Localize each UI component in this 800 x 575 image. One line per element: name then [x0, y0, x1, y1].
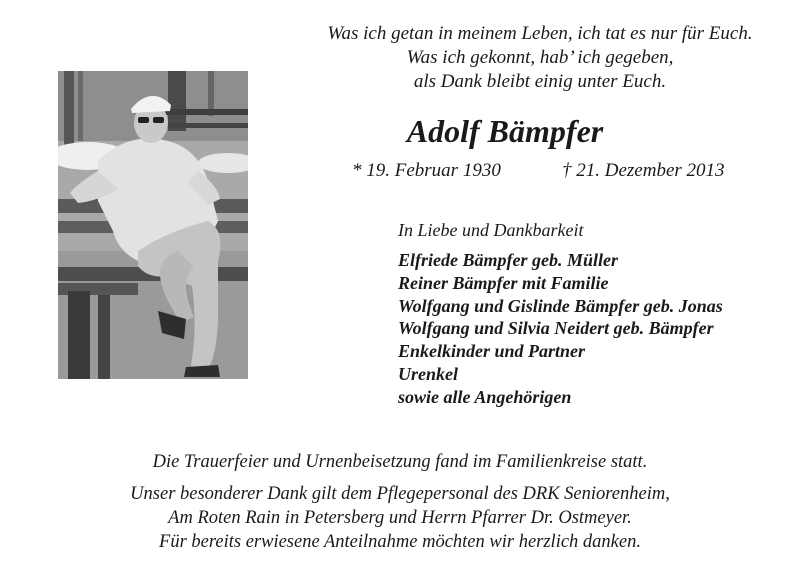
- death-date: † 21. Dezember 2013: [562, 160, 725, 181]
- mourner-entry: Elfriede Bämpfer geb. Müller: [398, 250, 618, 270]
- mourners-list: [398, 249, 723, 409]
- mourner-entry: Wolfgang und Silvia Neidert geb. Bämpfer: [398, 318, 714, 339]
- deceased-name: Adolf Bämpfer: [406, 113, 604, 149]
- birth-date: * 19. Februar 1930: [352, 160, 501, 181]
- verse-line: Was ich gekonnt, hab’ ich gegeben,: [406, 47, 674, 68]
- portrait-photo: [58, 71, 248, 379]
- mourner-entry: Urenkel: [398, 363, 458, 384]
- thanks-line: Für bereits erwiesene Anteilnahme möchten wir herzlich danken.: [159, 532, 641, 552]
- memorial-verse: [300, 22, 780, 94]
- ceremony-notice: Die Trauerfeier und Urnenbeisetzung fand im Familienkreise statt.: [152, 452, 648, 472]
- verse-line: als Dank bleibt einig unter Euch.: [413, 71, 667, 92]
- thanks-line: Am Roten Rain in Petersberg und Herrn Pfarrer Dr. Ostmeyer.: [168, 508, 632, 528]
- verse-line: Was ich getan in meinem Leben, ich tat es nur für Euch.: [327, 23, 753, 44]
- mourner-entry: Wolfgang und Gislinde Bämpfer geb. Jonas: [398, 295, 723, 316]
- thanks-note: [0, 482, 800, 554]
- dedication-line: In Liebe und Dankbarkeit: [398, 220, 584, 240]
- mourner-entry: Reiner Bämpfer mit Familie: [398, 272, 609, 293]
- mourner-entry: Enkelkinder und Partner: [398, 341, 586, 362]
- thanks-line: Unser besonderer Dank gilt dem Pflegepersonal des DRK Seniorenheim,: [130, 484, 670, 504]
- mourner-entry: sowie alle Angehörigen: [398, 386, 572, 407]
